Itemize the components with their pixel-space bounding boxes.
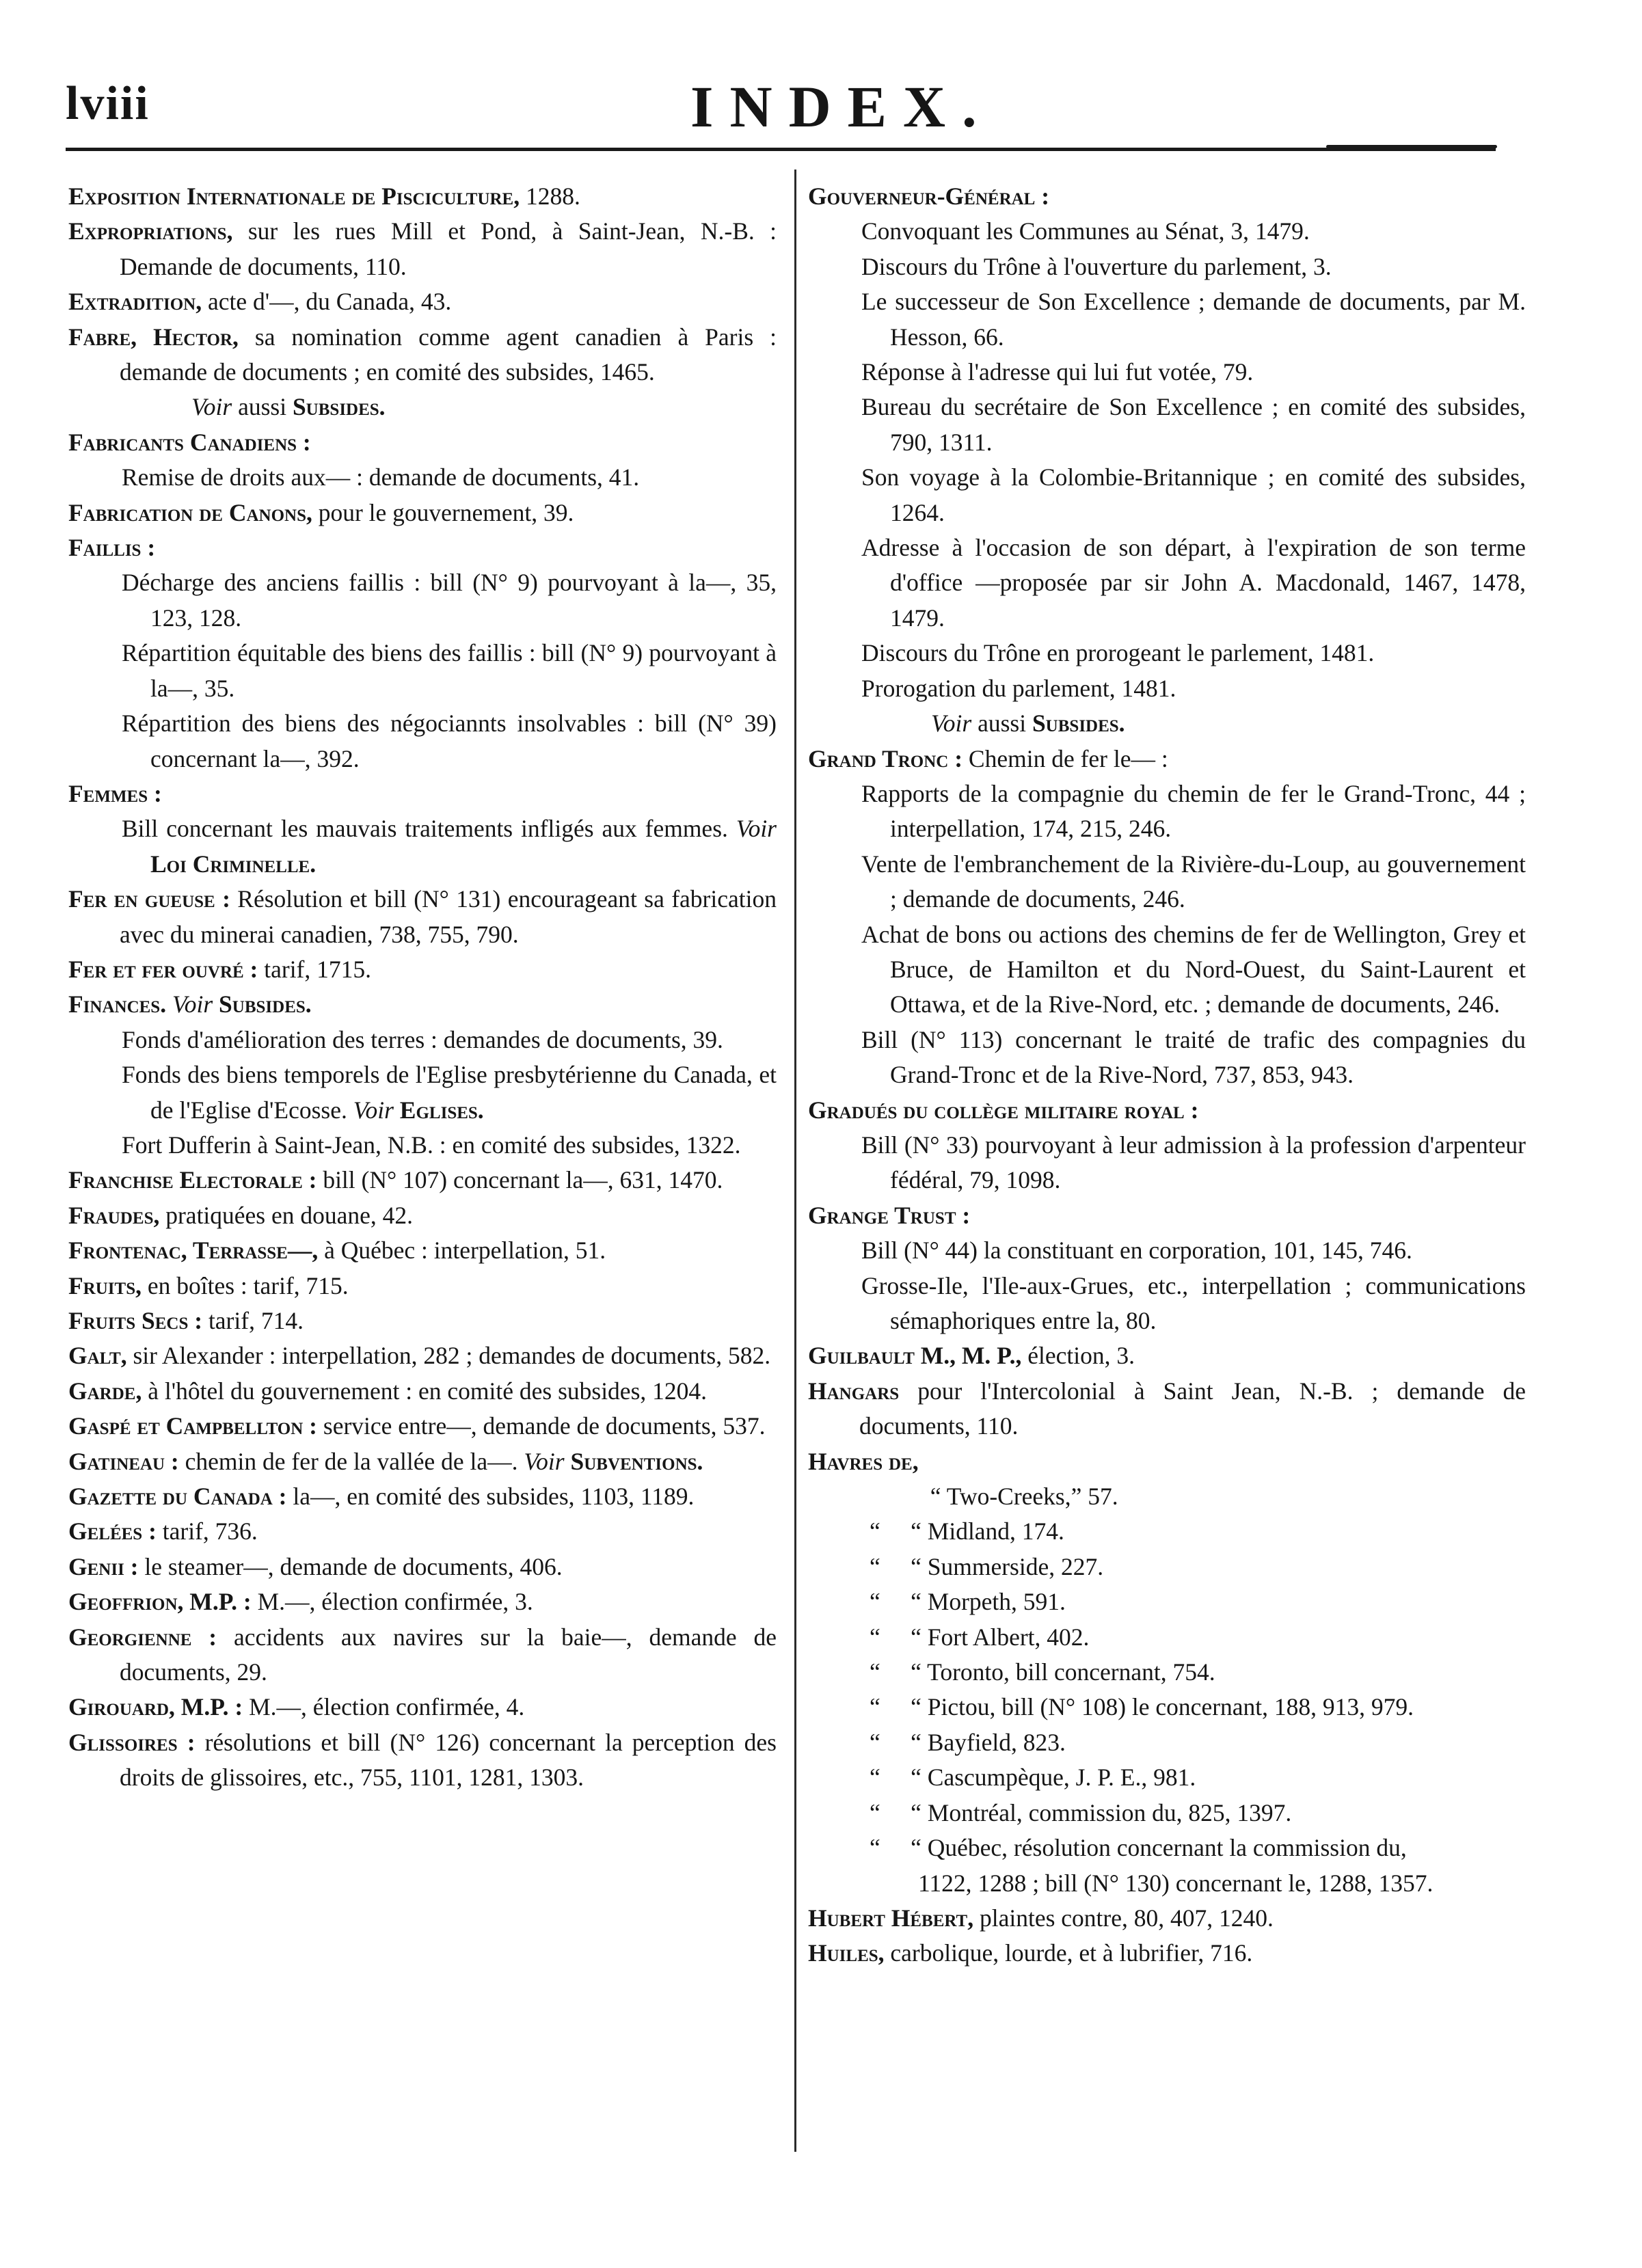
index-entry (68, 1725, 783, 1796)
index-subentry (808, 460, 1533, 530)
entry-text: bill (N° 107) concernant la—, 631, 1470. (317, 1166, 723, 1194)
entry-text: la—, en comité des subsides, 1103, 1189. (286, 1483, 695, 1511)
entry-text: Bureau du secrétaire de Son Excellence ; en comité des subsides, 790, 1311. (861, 393, 1526, 456)
page-number: lviii (66, 77, 150, 130)
entry-heading: Galt, (68, 1342, 127, 1370)
index-entry (68, 425, 783, 460)
entry-text: Fonds des biens temporels de l'Eglise presbytérienne du Canada, et de l'Eglise d'Ecosse. (122, 1061, 777, 1124)
index-entry (68, 320, 783, 390)
entry-text: Rapports de la compagnie du chemin de fer le Grand-Tronc, 44 ; interpellation, 174, 215, 246. (861, 779, 1526, 843)
entry-text: “ “ Summerside, 227. (870, 1552, 1104, 1580)
entry-text: accidents aux navires sur la baie—, demande de documents, 29. (120, 1623, 777, 1686)
entry-text: tarif, 736. (156, 1517, 258, 1545)
index-subentry (68, 811, 783, 882)
index-entry (68, 1304, 783, 1338)
left-column (68, 179, 783, 1796)
right-column (808, 179, 1533, 1971)
entry-heading: Grand Tronc : (808, 744, 963, 772)
entry-text: Discours du Trône à l'ouverture du parlement, 3. (861, 252, 1332, 280)
index-entry (808, 1374, 1533, 1444)
entry-heading: Gelées : (68, 1517, 157, 1545)
entry-text: Fort Dufferin à Saint-Jean, N.B. : en comité des subsides, 1322. (122, 1131, 741, 1159)
entry-heading: Fruits, (68, 1271, 142, 1299)
index-entry (808, 742, 1533, 777)
entry-heading: Garde, (68, 1377, 142, 1405)
entry-text: tarif, 1715. (258, 955, 372, 983)
entry-heading: Genii : (68, 1552, 139, 1580)
entry-heading: Fabrication de Canons, (68, 498, 312, 526)
harbour-line (808, 1655, 1533, 1690)
entry-heading: Fabricants Canadiens : (68, 428, 311, 456)
column-divider (794, 170, 796, 2152)
entry-text: “ “ Montréal, commission du, 825, 1397. (870, 1798, 1292, 1826)
index-subentry (68, 1128, 783, 1163)
entry-heading: Gouverneur-Général : (808, 183, 1050, 210)
index-entry (808, 1936, 1533, 1971)
cross-reference: Subsides. (292, 393, 386, 421)
index-entry (808, 1901, 1533, 1936)
harbour-line (808, 1690, 1533, 1725)
index-entry (808, 1338, 1533, 1373)
index-entry (68, 214, 783, 284)
entry-heading: Franchise Electorale : (68, 1166, 317, 1194)
see-also-label: Voir (191, 393, 232, 421)
index-entry (68, 1690, 783, 1725)
see-also-line (68, 390, 783, 424)
index-entry (68, 777, 783, 811)
index-entry (68, 1198, 783, 1233)
entry-text: tarif, 714. (202, 1307, 304, 1334)
entry-heading: Grange Trust : (808, 1201, 971, 1229)
entry-heading: Guilbault M., M. P., (808, 1342, 1022, 1370)
entry-text: Convoquant les Communes au Sénat, 3, 1479. (861, 217, 1310, 245)
entry-text (166, 990, 172, 1018)
entry-heading: Faillis : (68, 534, 156, 562)
index-entry (68, 179, 783, 214)
index-subentry (808, 777, 1533, 847)
entry-heading: Hangars (808, 1377, 900, 1405)
harbour-line (808, 1514, 1533, 1549)
entry-text: Réponse à l'adresse qui lui fut votée, 79. (861, 358, 1254, 386)
entry-heading: Gradués du collège militaire royal : (808, 1096, 1199, 1124)
index-subentry (808, 1128, 1533, 1198)
see-also-label: Voir (353, 1096, 394, 1124)
see-also-label: Voir (524, 1447, 565, 1475)
entry-heading: Girouard, M.P. : (68, 1693, 243, 1721)
entry-text: “ “ Cascumpèque, J. P. E., 981. (870, 1764, 1196, 1792)
harbour-line (808, 1866, 1533, 1901)
entry-text: carbolique, lourde, et à lubrifier, 716. (884, 1939, 1253, 1967)
entry-text: à l'hôtel du gouvernement : en comité des subsides, 1204. (142, 1377, 708, 1405)
entry-text: Chemin de fer le— : (963, 744, 1168, 772)
entry-text: Bill (N° 44) la constituant en corporation, 101, 145, 746. (861, 1237, 1412, 1265)
entry-heading: Glissoires : (68, 1728, 196, 1756)
entry-heading: Femmes : (68, 779, 162, 807)
entry-text: élection, 3. (1021, 1342, 1135, 1370)
index-entry (808, 179, 1533, 214)
entry-heading: Fabre, Hector, (68, 323, 239, 351)
entry-text: “ “ Fort Albert, 402. (870, 1623, 1090, 1651)
entry-text: “ “ Morpeth, 591. (870, 1588, 1066, 1616)
entry-heading: Geoffrion, M.P. : (68, 1588, 252, 1616)
index-subentry (68, 1023, 783, 1057)
entry-text: Résolution et bill (N° 131) encourageant sa fabrication avec du minerai canadien, 738, 755, 790. (120, 885, 777, 948)
index-entry (68, 284, 783, 319)
header-rule-ornament (1326, 145, 1497, 148)
entry-text: sa nomination comme agent canadien à Paris : demande de documents ; en comité des subsides, 1465. (120, 323, 777, 386)
cross-reference: Subventions. (564, 1447, 703, 1475)
entry-text: 1288. (520, 183, 580, 210)
entry-text: “ “ Québec, résolution concernant la commission du, (870, 1834, 1407, 1862)
cross-reference: Eglises. (393, 1096, 484, 1124)
index-entry (68, 1338, 783, 1373)
index-subentry (808, 214, 1533, 249)
entry-heading: Fruits Secs : (68, 1307, 203, 1334)
index-subentry (808, 1269, 1533, 1339)
entry-text: Bill (N° 33) pourvoyant à leur admission à la profession d'arpenteur fédéral, 79, 1098. (861, 1131, 1526, 1194)
index-entry (68, 1620, 783, 1690)
entry-text: service entre—, demande de documents, 537. (317, 1412, 766, 1440)
entry-text: acte d'—, du Canada, 43. (202, 288, 452, 316)
index-entry (68, 496, 783, 530)
header-rule (66, 148, 1496, 151)
entry-heading: Fer en gueuse : (68, 885, 230, 913)
harbour-line (808, 1831, 1533, 1865)
index-subentry (68, 706, 783, 777)
index-subentry (808, 390, 1533, 460)
entry-text: résolutions et bill (N° 126) concernant la perception des droits de glissoires, etc., 755, 1101, 1281, 1303. (120, 1728, 777, 1792)
entry-text: “ “ Toronto, bill concernant, 754. (870, 1658, 1215, 1686)
index-subentry (808, 1023, 1533, 1093)
cross-reference: Subsides. (213, 990, 312, 1018)
index-entry (68, 1233, 783, 1268)
index-entry (68, 1163, 783, 1198)
index-entry (68, 1374, 783, 1409)
index-subentry (68, 460, 783, 495)
index-subentry (68, 565, 783, 636)
entry-heading: Gazette du Canada : (68, 1483, 287, 1511)
index-subentry (808, 284, 1533, 355)
cross-reference: Loi Criminelle. (150, 850, 317, 878)
cross-reference: Subsides. (1032, 710, 1125, 738)
entry-heading: Georgienne : (68, 1623, 217, 1651)
page-header (0, 0, 1642, 157)
entry-text: Fonds d'amélioration des terres : demandes de documents, 39. (122, 1025, 723, 1053)
entry-text: aussi (971, 710, 1032, 738)
entry-heading: Fraudes, (68, 1201, 160, 1229)
entry-text: Adresse à l'occasion de son départ, à l'expiration de son terme d'office —proposée par sir John A. Macdonald, 1467, 1478, 1479. (861, 534, 1526, 632)
index-entry (808, 1093, 1533, 1128)
harbour-line (808, 1760, 1533, 1795)
entry-heading: Gatineau : (68, 1447, 179, 1475)
index-subentry (808, 917, 1533, 1023)
harbour-line (808, 1620, 1533, 1655)
index-subentry (808, 355, 1533, 390)
entry-text: “ “ Bayfield, 823. (870, 1728, 1066, 1756)
entry-text: Bill concernant les mauvais traitements infligés aux femmes. (122, 815, 736, 843)
entry-text: Prorogation du parlement, 1481. (861, 674, 1176, 702)
entry-text: M.—, élection confirmée, 4. (243, 1693, 525, 1721)
entry-text: pour le gouvernement, 39. (312, 498, 574, 526)
see-also-label: Voir (172, 990, 213, 1018)
page-title: INDEX. (690, 74, 993, 139)
entry-heading: Exposition Internationale de Pisciculture, (68, 183, 520, 210)
index-entry (68, 1409, 783, 1444)
index-subentry (808, 636, 1533, 671)
entry-text: en boîtes : tarif, 715. (141, 1271, 349, 1299)
entry-text: le steamer—, demande de documents, 406. (138, 1552, 563, 1580)
entry-text: chemin de fer de la vallée de la—. (178, 1447, 524, 1475)
entry-heading: Frontenac, Terrasse—, (68, 1237, 319, 1265)
entry-text: “ Two-Creeks,” 57. (870, 1483, 1118, 1511)
entry-text: à Québec : interpellation, 51. (318, 1237, 606, 1265)
entry-text: Répartition équitable des biens des faillis : bill (N° 9) pourvoyant à la—, 35. (122, 639, 777, 702)
entry-text: sir Alexander : interpellation, 282 ; demandes de documents, 582. (126, 1342, 771, 1370)
index-subentry (808, 249, 1533, 284)
entry-heading: Extradition, (68, 288, 202, 316)
index-entry (808, 1444, 1533, 1479)
see-also-line (808, 706, 1533, 741)
index-subentry (68, 636, 783, 706)
entry-text: aussi (232, 393, 293, 421)
index-subentry (808, 847, 1533, 917)
entry-heading: Expropriations, (68, 217, 233, 245)
entry-text: plaintes contre, 80, 407, 1240. (973, 1904, 1274, 1932)
see-also-label: Voir (931, 710, 972, 738)
see-also-label: Voir (736, 815, 777, 843)
entry-text: Le successeur de Son Excellence ; demande de documents, par M. Hesson, 66. (861, 288, 1526, 351)
index-entry (68, 1269, 783, 1304)
entry-text: Remise de droits aux— : demande de documents, 41. (122, 463, 640, 491)
index-entry (68, 952, 783, 987)
index-entry (68, 987, 783, 1022)
index-entry (68, 1479, 783, 1514)
entry-text: pratiquées en douane, 42. (159, 1201, 414, 1229)
index-entry (68, 882, 783, 952)
index-entry (68, 530, 783, 565)
harbour-line (808, 1479, 1533, 1514)
entry-text: “ “ Pictou, bill (N° 108) le concernant, 188, 913, 979. (870, 1693, 1414, 1721)
entry-text: 1122, 1288 ; bill (N° 130) concernant le, 1288, 1357. (870, 1869, 1434, 1897)
entry-text: Son voyage à la Colombie-Britannique ; en comité des subsides, 1264. (861, 463, 1526, 526)
entry-heading: Gaspé et Campbellton : (68, 1412, 317, 1440)
index-entry (68, 1514, 783, 1549)
entry-text: Vente de l'embranchement de la Rivière-du-Loup, au gouvernement ; demande de documents, 246. (861, 850, 1526, 913)
entry-text: M.—, élection confirmée, 3. (251, 1588, 533, 1616)
entry-text: “ “ Midland, 174. (870, 1517, 1064, 1545)
entry-heading: Havres de, (808, 1447, 919, 1475)
index-subentry (68, 1057, 783, 1128)
entry-text: Discours du Trône en prorogeant le parlement, 1481. (861, 639, 1375, 667)
entry-text: sur les rues Mill et Pond, à Saint-Jean, N.-B. : Demande de documents, 110. (120, 217, 777, 280)
entry-heading: Fer et fer ouvré : (68, 955, 258, 983)
entry-text: Bill (N° 113) concernant le traité de trafic des compagnies du Grand-Tronc et de la Rive-Nord, 737, 853, 943. (861, 1025, 1526, 1089)
harbour-line (808, 1550, 1533, 1584)
entry-heading: Finances. (68, 990, 167, 1018)
entry-text: Achat de bons ou actions des chemins de fer de Wellington, Grey et Bruce, de Hamilton et du Nord-Ouest, du Saint-Laurent et Ottawa, et de la Rive-Nord, etc. ; demande de documents, 246. (861, 920, 1526, 1018)
entry-text: Décharge des anciens faillis : bill (N° 9) pourvoyant à la—, 35, 123, 128. (122, 569, 777, 632)
entry-text: Grosse-Ile, l'Ile-aux-Grues, etc., interpellation ; communications sémaphoriques entre la, 80. (861, 1271, 1526, 1334)
index-subentry (808, 1233, 1533, 1268)
index-subentry (808, 530, 1533, 636)
index-entry (68, 1584, 783, 1619)
entry-heading: Hubert Hébert, (808, 1904, 974, 1932)
entry-text: pour l'Intercolonial à Saint Jean, N.-B. ; demande de documents, 110. (859, 1377, 1526, 1440)
entry-text: Répartition des biens des négociannts insolvables : bill (N° 39) concernant la—, 392. (122, 710, 777, 772)
index-entry (808, 1198, 1533, 1233)
index-entry (68, 1444, 783, 1479)
harbour-line (808, 1725, 1533, 1760)
entry-heading: Huiles, (808, 1939, 885, 1967)
harbour-line (808, 1796, 1533, 1831)
index-entry (68, 1550, 783, 1584)
harbour-line (808, 1584, 1533, 1619)
index-subentry (808, 671, 1533, 706)
